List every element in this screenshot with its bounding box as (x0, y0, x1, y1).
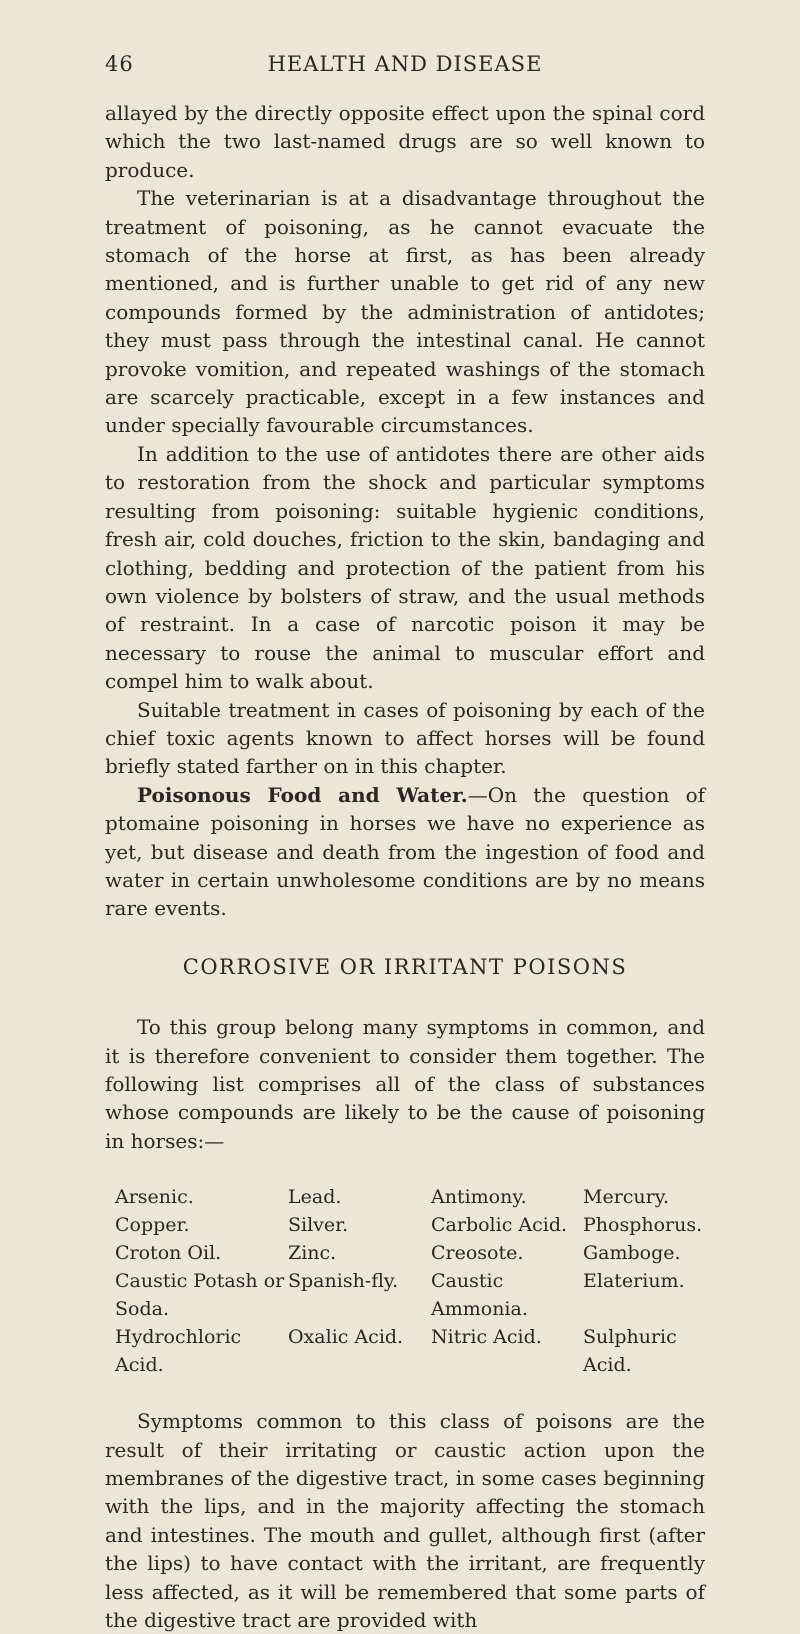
list-item: Spanish-fly. (288, 1270, 399, 1293)
list-item: Oxalic Acid. (288, 1326, 404, 1349)
paragraph-group-intro: To this group belong many symptoms in common, and it is therefore convenient to consider them together. The following list comprises all of the class of substances whose compounds are likely to be the cause of poisoning in horses:— (105, 1015, 705, 1153)
paragraph-aids: In addition to the use of antidotes there are other aids to restoration from the shock and particular symptoms resulting from poisoning: suitable hygienic conditions, fresh air, cold douches, friction to the skin, bandaging and clothing, bedding and protection of the patient from his own violence by bolsters of straw, and the usual methods of restraint. In a case of narcotic poison it may be necessary to rouse the animal to muscular effort and compel him to walk about. (105, 441, 705, 694)
paragraph-poisonous-food (105, 781, 705, 923)
paragraph-symptoms: Symptoms common to this class of poisons are the result of their irritating or caustic action upon the membranes of the digestive tract, in some cases beginning with the lips, and in the majority affecting the stomach and intestines. The mouth and gullet, although first (after the lips) to have contact with the irritant, are frequently less affected, as it will be remembered that some parts of the digestive tract are provided with (105, 1409, 705, 1633)
list-item: Silver. (288, 1214, 349, 1237)
list-item: Copper. (115, 1214, 190, 1237)
list-item: Zinc. (288, 1242, 337, 1265)
page-number: 46 (105, 52, 134, 76)
list-item: Caustic Potash or Soda. (115, 1270, 285, 1321)
list-item: Nitric Acid. (431, 1326, 542, 1349)
list-item: Phosphorus. (583, 1214, 703, 1237)
list-item: Caustic Ammonia. (431, 1270, 528, 1321)
run-in-heading: Poisonous Food and Water. (137, 782, 468, 807)
list-item: Hydrochloric Acid. (115, 1326, 242, 1377)
list-item: Sulphuric Acid. (583, 1326, 677, 1377)
paragraph-poisonous-food-text: —On the question of ptomaine poisoning in horses we have no experience as yet, but disease and death from the ingestion of food and water in certain unwholesome conditions are by no means rare events. (105, 782, 706, 921)
page-header (105, 52, 705, 76)
list-item: Arsenic. (115, 1186, 194, 1209)
body-text (105, 99, 705, 1634)
list-item: Carbolic Acid. (431, 1214, 568, 1237)
paragraph-continuation: allayed by the directly opposite effect upon the spinal cord which the two last-named drugs are so well known to produce. (105, 101, 705, 182)
paragraph-veterinarian: The veterinarian is at a disadvantage throughout the treatment of poisoning, as he cannot evacuate the stomach of the horse at first, as has been already mentioned, and is further unable to get rid of any new compounds formed by the administration of antidotes; they must pass through the intestinal canal. He cannot provoke vomition, and repeated washings of the stomach are scarcely practicable, except in a few instances and under specially favourable circumstances. (105, 186, 705, 438)
list-item: Antimony. (431, 1186, 527, 1209)
paragraph-treatment: Suitable treatment in cases of poisoning by each of the chief toxic agents known to affect horses will be found briefly stated farther on in this chapter. (105, 697, 705, 779)
poisons-list (115, 1183, 705, 1379)
list-item: Creosote. (431, 1242, 524, 1265)
list-item: Gamboge. (583, 1242, 681, 1265)
running-title: HEALTH AND DISEASE (267, 52, 543, 76)
list-item: Croton Oil. (115, 1242, 222, 1265)
list-item: Lead. (288, 1186, 342, 1209)
list-item: Mercury. (583, 1186, 669, 1209)
list-item: Elaterium. (583, 1270, 685, 1293)
section-heading: CORROSIVE OR IRRITANT POISONS (182, 954, 628, 979)
